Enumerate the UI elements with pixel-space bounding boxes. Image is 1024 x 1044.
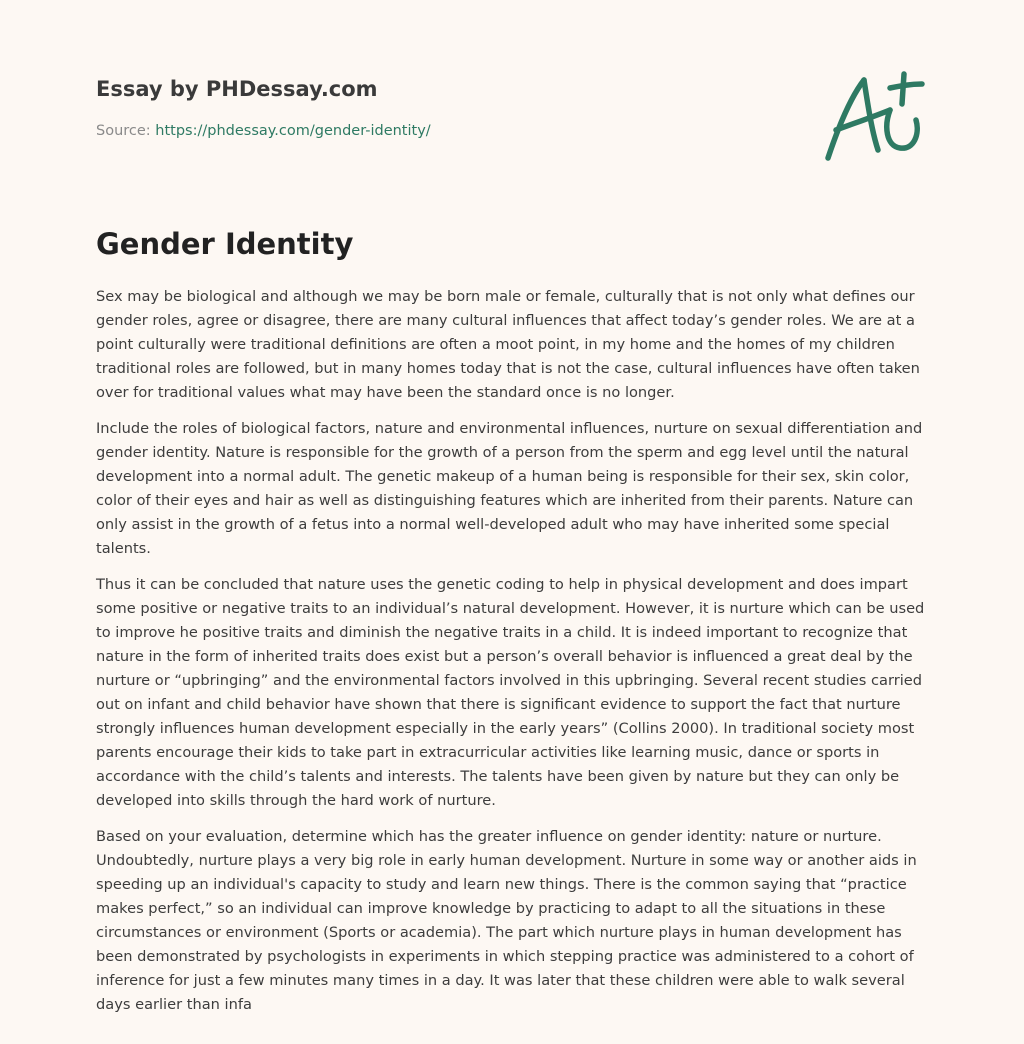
brand-title: Essay by PHDessay.com [96,77,378,101]
source-line [96,121,696,141]
paragraph-1: Sex may be biological and although we may be born male or female, culturally that is not only what defines our gender roles, agree or disagree, there are many cultural influences that affect today’s gender roles. We are at a point culturally were traditional definitions are often a moot point, in my home and the homes of my children traditional roles are followed, but in many homes today that is not the case, cultural influences have often taken over for traditional values what may have been the standard once is no longer. [96,288,920,401]
article-body [96,285,932,1029]
paragraph-2: Include the roles of biological factors, nature and environmental influences, nurture on sexual differentiation and gender identity. Nature is responsible for the growth of a person from the sperm and egg level until the natural development into a normal adult. The genetic makeup of a human being is responsible for their sex, skin color, color of their eyes and hair as well as distinguishing features which are inherited from their parents. Nature can only assist in the growth of a fetus into a normal well-developed adult who may have inherited some special talents. [96,420,923,557]
paragraph-3: Thus it can be concluded that nature uses the genetic coding to help in physical development and does impart some positive or negative traits to an individual’s natural development. However, it is nurture which can be used to improve he positive traits and diminish the negative traits in a child. It is indeed important to recognize that nature in the form of inherited traits does exist but a person’s overall behavior is influenced a great deal by the nurture or “upbringing” and the environmental factors involved in this upbringing. Several recent studies carried out on infant and child behavior have shown that there is significant evidence to support the fact that nurture strongly influences human development especially in the early years” (Collins 2000). In traditional society most parents encourage their kids to take part in extracurricular activities like learning music, dance or sports in accordance with the child’s talents and interests. The talents have been given by nature but they can only be developed into skills through the hard work of nurture. [96,576,925,809]
article-title: Gender Identity [96,227,354,261]
paragraph-4: Based on your evaluation, determine which has the greater influence on gender identity: nature or nurture. Undoubtedly, nurture plays a very big role in early human development. Nurture in some way or another aids in speeding up an individual's capacity to study and learn new things. There is the common saying that “practice makes perfect,” so an individual can improve knowledge by practicing to adapt to all the situations in these circumstances or environment (Sports or academia). The part which nurture plays in human development has been demonstrated by psychologists in experiments in which stepping practice was administered to a cohort of inference for just a few minutes many times in a day. It was later that these children were able to walk several days earlier than infa [96,828,917,1013]
source-link[interactable]: https://phdessay.com/gender-identity/ [155,123,431,139]
source-label: Source: [96,123,156,139]
a-plus-grade-icon [818,66,930,166]
essay-header [96,74,696,141]
